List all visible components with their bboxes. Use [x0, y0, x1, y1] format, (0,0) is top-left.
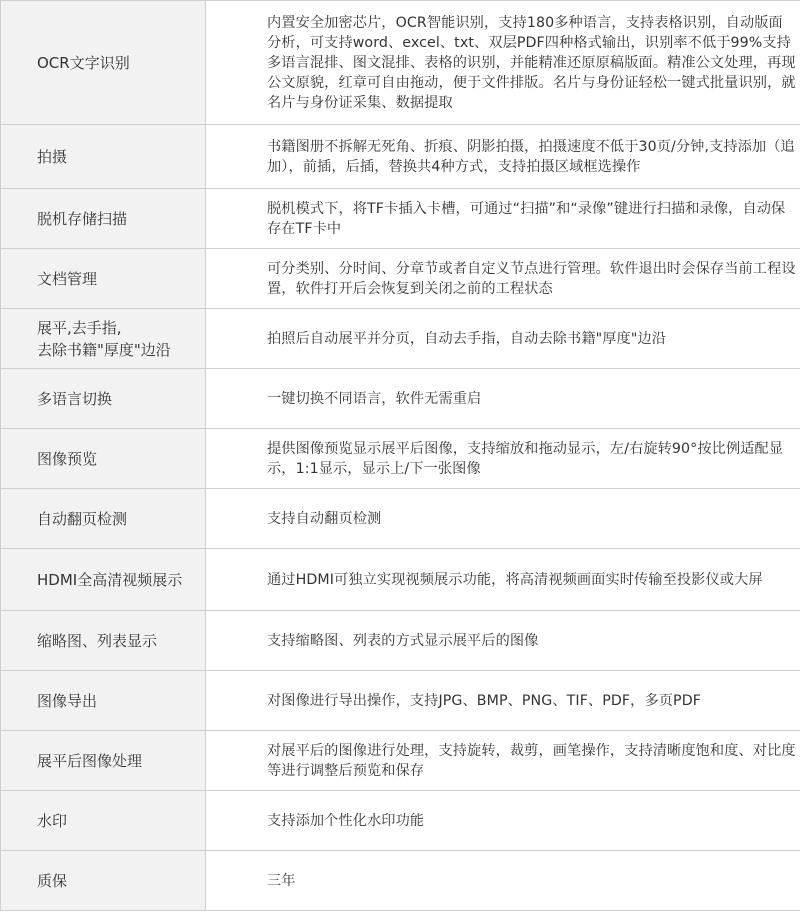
table-row [1, 851, 800, 911]
row-description: 对展平后的图像进行处理，支持旋转，裁剪，画笔操作，支持清晰度饱和度、对比度等进行调整后预览和保存 [206, 731, 800, 791]
table-row [1, 549, 800, 611]
table-row [1, 671, 800, 731]
row-label: 水印 [1, 791, 206, 851]
row-label: 图像导出 [1, 671, 206, 731]
row-label: 缩略图、列表显示 [1, 611, 206, 671]
row-description: 一键切换不同语言，软件无需重启 [206, 369, 800, 429]
table-row [1, 125, 800, 189]
row-label: 拍摄 [1, 125, 206, 189]
row-description: 支持缩略图、列表的方式显示展平后的图像 [206, 611, 800, 671]
table-row [1, 309, 800, 369]
row-description: 对图像进行导出操作，支持JPG、BMP、PNG、TIF、PDF，多页PDF [206, 671, 800, 731]
row-description: 支持自动翻页检测 [206, 489, 800, 549]
table-row [1, 369, 800, 429]
row-label: OCR文字识别 [1, 1, 206, 125]
row-label: 展平后图像处理 [1, 731, 206, 791]
row-label: 文档管理 [1, 249, 206, 309]
table-row [1, 611, 800, 671]
row-description: 可分类别、分时间、分章节或者自定义节点进行管理。软件退出时会保存当前工程设置，软件打开后会恢复到关闭之前的工程状态 [206, 249, 800, 309]
row-label: 图像预览 [1, 429, 206, 489]
table-row [1, 249, 800, 309]
table-row [1, 731, 800, 791]
table-row [1, 429, 800, 489]
table-row [1, 489, 800, 549]
row-label: 自动翻页检测 [1, 489, 206, 549]
row-description: 提供图像预览显示展平后图像，支持缩放和拖动显示，左/右旋转90°按比例适配显示，1:1显示，显示上/下一张图像 [206, 429, 800, 489]
row-label: 多语言切换 [1, 369, 206, 429]
table-row [1, 1, 800, 125]
row-label: 质保 [1, 851, 206, 911]
row-description: 脱机模式下，将TF卡插入卡槽，可通过“扫描”和“录像”键进行扫描和录像，自动保存在TF卡中 [206, 189, 800, 249]
table-row [1, 791, 800, 851]
row-label: HDMI全高清视频展示 [1, 549, 206, 611]
table-row [1, 189, 800, 249]
row-label: 展平,去手指, 去除书籍"厚度"边沿 [1, 309, 206, 369]
row-description: 通过HDMI可独立实现视频展示功能，将高清视频画面实时传输至投影仪或大屏 [206, 549, 800, 611]
row-label: 脱机存储扫描 [1, 189, 206, 249]
row-description: 支持添加个性化水印功能 [206, 791, 800, 851]
row-description: 拍照后自动展平并分页，自动去手指，自动去除书籍"厚度"边沿 [206, 309, 800, 369]
row-description: 书籍图册不拆解无死角、折痕、阴影拍摄，拍摄速度不低于30页/分钟,支持添加（追加），前插，后插，替换共4种方式，支持拍摄区域框选操作 [206, 125, 800, 189]
row-description: 内置安全加密芯片，OCR智能识别，支持180多种语言，支持表格识别，自动版面分析，可支持word、excel、txt、双层PDF四种格式输出，识别率不低于99%支持多语言混排、图文混排、表格的识别，并能精准还原原稿版面。精准公文处理，再现公文原貌，红章可自由拖动，便于文件排版。名片与身份证轻松一键式批量识别，就名片与身份证采集、数据提取 [206, 1, 800, 125]
row-description: 三年 [206, 851, 800, 911]
